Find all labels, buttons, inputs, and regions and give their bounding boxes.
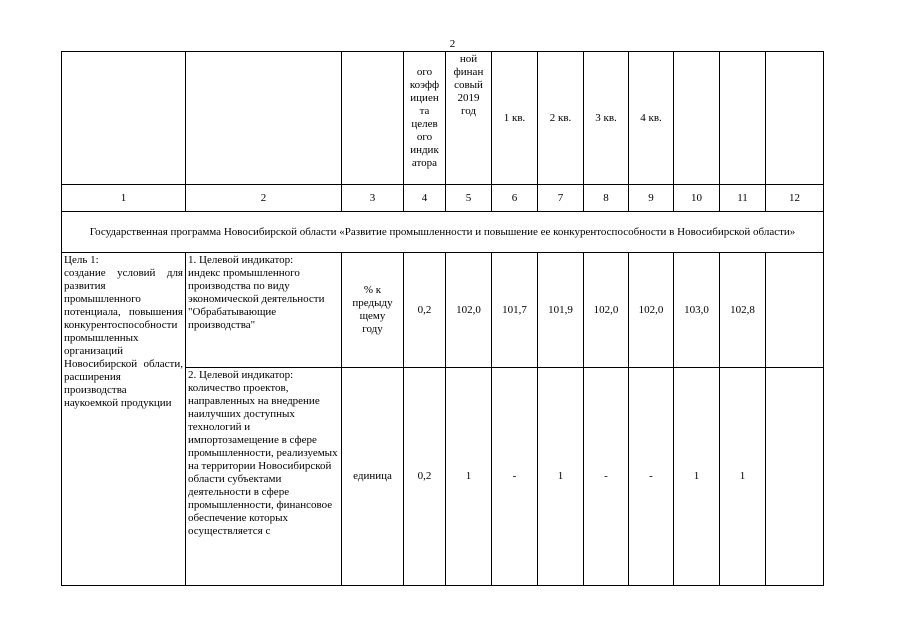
col12-cell	[766, 253, 824, 368]
weight-cell: 0,2	[404, 368, 446, 586]
indicator-cell	[186, 253, 342, 368]
q4-header: 4 кв.	[640, 111, 662, 124]
indicator-cell	[186, 368, 342, 586]
q1-cell: -	[492, 368, 538, 586]
q3-header: 3 кв.	[595, 111, 617, 124]
column-number: 3	[342, 185, 404, 212]
header-cell-6	[492, 52, 538, 185]
q4-cell: 102,0	[629, 253, 674, 368]
column-number: 2	[186, 185, 342, 212]
header-cell-2	[186, 52, 342, 185]
q1-header: 1 кв.	[503, 111, 526, 124]
header-cell-4	[404, 52, 446, 185]
column-number: 10	[674, 185, 720, 212]
column-number: 1	[62, 185, 186, 212]
column-number: 11	[720, 185, 766, 212]
header-cell-9	[629, 52, 674, 185]
column-number: 8	[584, 185, 629, 212]
column-number: 12	[766, 185, 824, 212]
fy-header: ной финан совый 2019 год	[453, 53, 484, 117]
header-cell-1	[62, 52, 186, 185]
unit-cell: единица	[342, 368, 404, 586]
col10-cell: 103,0	[674, 253, 720, 368]
col10-cell: 1	[674, 368, 720, 586]
q2-header: 2 кв.	[549, 111, 572, 124]
q4-cell: -	[629, 368, 674, 586]
q3-cell: 102,0	[584, 253, 629, 368]
header-row	[62, 52, 824, 185]
column-number: 5	[446, 185, 492, 212]
header-cell-7	[538, 52, 584, 185]
table-row	[62, 253, 824, 368]
q2-cell: 1	[538, 368, 584, 586]
header-cell-3	[342, 52, 404, 185]
col11-cell: 102,8	[720, 253, 766, 368]
q3-cell: -	[584, 368, 629, 586]
indicator-text: 1. Целевой индикатор: индекс промышленного производства по виду экономической деятельности "Обрабатывающие производства"	[188, 254, 325, 331]
fy-cell: 102,0	[446, 253, 492, 368]
header-cell-12	[766, 52, 824, 185]
weight-header: ого коэфф ициен та целев ого индик атора	[409, 66, 440, 169]
page-number: 2	[449, 38, 456, 50]
header-cell-10	[674, 52, 720, 185]
fy-cell: 1	[446, 368, 492, 586]
program-title: Государственная программа Новосибирской области «Развитие промышленности и повышение ее конкурентоспособности в Новосибирской области»	[62, 212, 824, 253]
column-number: 7	[538, 185, 584, 212]
column-number: 4	[404, 185, 446, 212]
column-number: 6	[492, 185, 538, 212]
unit-text: % к предыду щему году	[352, 284, 393, 335]
unit-cell	[342, 253, 404, 368]
q1-cell: 101,7	[492, 253, 538, 368]
header-cell-5	[446, 52, 492, 185]
indicator-text: 2. Целевой индикатор: количество проектов, направленных на внедрение наилучших доступных технологий и импортозамещение в сфере промышленности, реализуемых на территории Новосибирской области субъектами деятельности в сфере промышленности, финансовое обеспечение которых осуществляется с	[188, 369, 338, 537]
weight-cell: 0,2	[404, 253, 446, 368]
goal-cell	[62, 253, 186, 586]
program-title-row	[62, 212, 824, 253]
header-cell-11	[720, 52, 766, 185]
goal-text: Цель 1: создание условий для развития промышленного потенциала, повышения конкурентоспособности промышленных организаций Новосибирской области, расширения производства наукоемкой продукции	[64, 254, 183, 409]
q2-cell: 101,9	[538, 253, 584, 368]
column-number: 9	[629, 185, 674, 212]
header-cell-8	[584, 52, 629, 185]
col12-cell	[766, 368, 824, 586]
col11-cell: 1	[720, 368, 766, 586]
indicators-table	[61, 51, 824, 586]
column-number-row	[62, 185, 824, 212]
